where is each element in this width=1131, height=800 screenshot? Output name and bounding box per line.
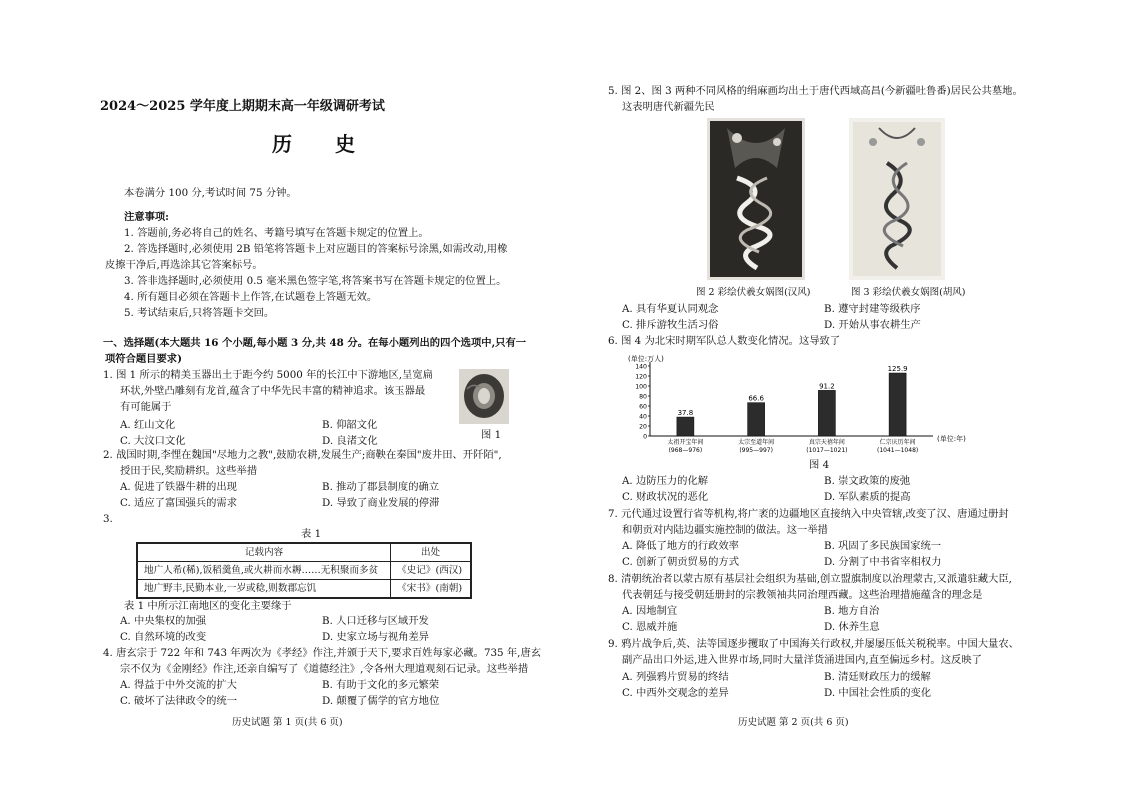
notice-line: 4. 所有题目必须在答题卡上作答,在试题卷上答题无效。: [124, 291, 378, 303]
y-tick-label: 120: [635, 373, 647, 381]
figure3-silk-painting: [849, 118, 945, 280]
q7-option-d: D. 分割了中书省宰相权力: [824, 556, 942, 568]
q4-stem: 宗不仅为《金刚经》作注,还亲自编写了《道德经注》,令各州大理道观刻石记录。这些举措: [120, 663, 529, 675]
bar-value-label: 37.8: [677, 409, 694, 418]
y-tick-label: 40: [639, 413, 647, 421]
q2-option-c: C. 适应了富国强兵的需求: [120, 497, 238, 509]
x-tick-label: 太宗至道年间: [738, 439, 775, 446]
q1-option-a: A. 红山文化: [120, 419, 176, 431]
q8-option-c: C. 恩威并施: [622, 621, 678, 633]
page-footer: 历史试题 第 2 页(共 6 页): [738, 717, 849, 728]
notice-line: 皮擦干净后,再选涂其它答案标号。: [105, 259, 263, 271]
left-page: [0, 0, 565, 800]
page-footer: 历史试题 第 1 页(共 6 页): [232, 717, 343, 728]
y-tick-label: 60: [639, 403, 647, 411]
q2-option-d: D. 导致了商业发展的停滞: [322, 497, 440, 509]
table-row: [137, 562, 471, 580]
q2-option-a: A. 促进了铁器牛耕的出现: [120, 481, 237, 493]
subject-title: 历 史: [272, 132, 373, 156]
intro-text: 本卷满分 100 分,考试时间 75 分钟。: [124, 187, 297, 199]
y-tick-label: 0: [643, 433, 647, 441]
bar: [748, 403, 765, 436]
q8-option-b: B. 地方自治: [824, 605, 880, 617]
table-cell: 《史记》(西汉): [391, 562, 471, 580]
table1: [136, 542, 472, 599]
q8-option-a: A. 因地制宜: [622, 605, 678, 617]
q9-option-d: D. 中国社会性质的变化: [824, 687, 932, 699]
q7-option-b: B. 巩固了多民族国家统一: [824, 540, 942, 552]
q9-option-b: B. 清廷财政压力的缓解: [824, 671, 931, 683]
q1-stem: 有可能属于: [120, 401, 172, 413]
q1-option-d: D. 良渚文化: [322, 435, 378, 447]
notice-line: 1. 答题前,务必将自己的姓名、考籍号填写在答题卡规定的位置上。: [124, 227, 429, 239]
q5-option-a: A. 具有华夏认同观念: [622, 303, 719, 315]
figure1-caption: 图 1: [481, 429, 502, 441]
notice-line: 2. 答选择题时,必须使用 2B 铅笔将答题卡上对应题目的答案标号涂黑,如需改动,用橡: [124, 243, 508, 255]
q8-stem: 8. 清朝统治者以蒙古原有基层社会组织为基础,创立盟旗制度以治理蒙古,又派遣驻藏大臣,: [608, 573, 1012, 585]
figure4-caption: 图 4: [809, 459, 830, 471]
q3-option-c: C. 自然环境的改变: [120, 631, 207, 643]
y-tick-label: 20: [639, 423, 647, 431]
q2-option-b: B. 推动了郡县制度的确立: [322, 481, 440, 493]
q9-stem: 9. 鸦片战争后,英、法等国逐步攫取了中国海关行政权,并屡屡压低关税税率。中国大量农、: [608, 638, 1019, 650]
q9-stem: 副产品出口外运,进入世界市场,同时大量洋货涌进国内,直至偏远乡村。这反映了: [622, 654, 982, 666]
q3-option-b: B. 人口迁移与区域开发: [322, 615, 429, 627]
q4-option-a: A. 得益于中外交流的扩大: [120, 679, 237, 691]
chart-svg: [628, 352, 988, 456]
q4-stem: 4. 唐玄宗于 722 年和 743 年两次为《孝经》作注,并颁于天下,要求百姓每家必藏。735 年,唐玄: [103, 647, 542, 659]
q8-stem: 代表朝廷与接受朝廷册封的宗教领袖共同治理西藏。这些治理措施蕴含的理念是: [622, 589, 983, 601]
x-tick-label: 仁宗庆历年间: [879, 439, 916, 446]
bar: [677, 417, 694, 436]
bar: [889, 373, 906, 436]
x-tick-label: 太祖开宝年间: [667, 439, 704, 446]
figure2-caption: 图 2 彩绘伏羲女娲图(汉风): [696, 287, 811, 298]
q7-option-c: C. 创新了朝贡贸易的方式: [622, 556, 740, 568]
y-tick-label: 140: [635, 363, 647, 371]
q1-stem: 1. 图 1 所示的精美玉器出土于距今约 5000 年的长江中下游地区,呈宽扁: [103, 369, 433, 381]
q1-stem: 环状,外壁凸雕刻有龙首,蕴含了中华先民丰富的精神追求。该玉器最: [120, 385, 426, 397]
q2-stem: 2. 战国时期,李悝在魏国"尽地力之教",鼓励农耕,发展生产;商鞅在秦国"废井田、开阡陌",: [103, 449, 502, 461]
q4-option-b: B. 有助于文化的多元繁荣: [322, 679, 440, 691]
y-tick-label: 80: [639, 393, 647, 401]
q5-option-b: B. 遵守封建等级秩序: [824, 303, 921, 315]
q3-number: 3.: [103, 513, 113, 525]
q9-option-c: C. 中西外交观念的差异: [622, 687, 729, 699]
q2-stem: 授田于民,奖励耕织。这些举措: [120, 465, 258, 477]
table-cell: 地广野丰,民勤本业,一岁或稔,则数郡忘饥: [137, 580, 391, 599]
y-tick-label: 100: [635, 383, 647, 391]
q6-option-a: A. 边防压力的化解: [622, 475, 709, 487]
q7-stem: 和朝贡对内陆边疆实施控制的做法。这一举措: [622, 524, 828, 536]
figure3-caption: 图 3 彩绘伏羲女娲图(胡风): [851, 287, 966, 298]
table1-title: 表 1: [301, 528, 322, 540]
section-heading: 一、选择题(本大题共 16 个小题,每小题 3 分,共 48 分。在每小题列出的四个选项中,只有一: [103, 337, 527, 349]
table-header: 记载内容: [137, 543, 391, 562]
q3-option-a: A. 中央集权的加强: [120, 615, 207, 627]
x-tick-label-years: (995—997): [739, 447, 773, 454]
table-header: 出处: [391, 543, 471, 562]
q5-option-d: D. 开始从事农耕生产: [824, 319, 921, 331]
q5-stem: 5. 图 2、图 3 两种不同风格的绢麻画均出土于唐代西域高昌(今新疆吐鲁番)居民公共墓地。: [608, 85, 1023, 97]
table-row: [137, 580, 471, 599]
notice-line: 5. 考试结束后,只将答题卡交回。: [124, 307, 275, 319]
q3-stem: 表 1 中所示江南地区的变化主要缘于: [124, 600, 292, 612]
q6-option-c: C. 财政状况的恶化: [622, 491, 709, 503]
section-heading-cont: 项符合题目要求): [105, 353, 182, 365]
table-cell: 地广人希(稀),饭稻羹鱼,或火耕而水耨……无积聚而多贫: [137, 562, 391, 580]
jade-ring-figure: [459, 369, 509, 424]
notice-heading: 注意事项:: [124, 211, 169, 223]
q4-option-d: D. 颠覆了儒学的官方地位: [322, 695, 440, 707]
q5-option-c: C. 排斥游牧生活习俗: [622, 319, 719, 331]
q1-option-c: C. 大汶口文化: [120, 435, 186, 447]
x-tick-label-years: (968—976): [668, 447, 703, 454]
q1-option-b: B. 仰韶文化: [322, 419, 378, 431]
notice-line: 3. 答非选择题时,必须使用 0.5 毫米黑色签字笔,将答案书写在答题卡规定的位置上。: [124, 275, 507, 287]
figure2-silk-painting: [707, 118, 805, 280]
exam-title: 2024～2025 学年度上期期末高一年级调研考试: [100, 99, 385, 114]
right-page: [566, 0, 1131, 800]
figure4-bar-chart: [628, 352, 988, 456]
q9-option-a: A. 列强鸦片贸易的终结: [622, 671, 729, 683]
q3-option-d: D. 史家立场与视角差异: [322, 631, 430, 643]
q6-option-b: B. 崇文政策的废弛: [824, 475, 911, 487]
q7-option-a: A. 降低了地方的行政效率: [622, 540, 739, 552]
bar: [818, 390, 835, 436]
x-axis-label: (单位:年): [937, 435, 966, 443]
x-tick-label-years: (1041—1048): [877, 447, 919, 454]
q7-stem: 7. 元代通过设置行省等机构,将广袤的边疆地区直接纳入中央管辖,改变了汉、唐通过册封: [608, 508, 1009, 520]
q5-stem: 这表明唐代新疆先民: [622, 101, 715, 113]
table-cell: 《宋书》(南朝): [391, 580, 471, 599]
x-tick-label-years: (1017—1021): [806, 447, 848, 454]
bar-value-label: 66.6: [748, 394, 764, 403]
x-tick-label: 真宗天禧年间: [808, 439, 845, 446]
q8-option-d: D. 休养生息: [824, 621, 880, 633]
q6-stem: 6. 图 4 为北宋时期军队总人数变化情况。这导致了: [608, 335, 841, 347]
y-axis-label: (单位:万人): [628, 355, 664, 363]
bar-value-label: 91.2: [819, 382, 835, 391]
q4-option-c: C. 破坏了法律政令的统一: [120, 695, 238, 707]
bar-value-label: 125.9: [887, 365, 908, 374]
q6-option-d: D. 军队素质的提高: [824, 491, 911, 503]
